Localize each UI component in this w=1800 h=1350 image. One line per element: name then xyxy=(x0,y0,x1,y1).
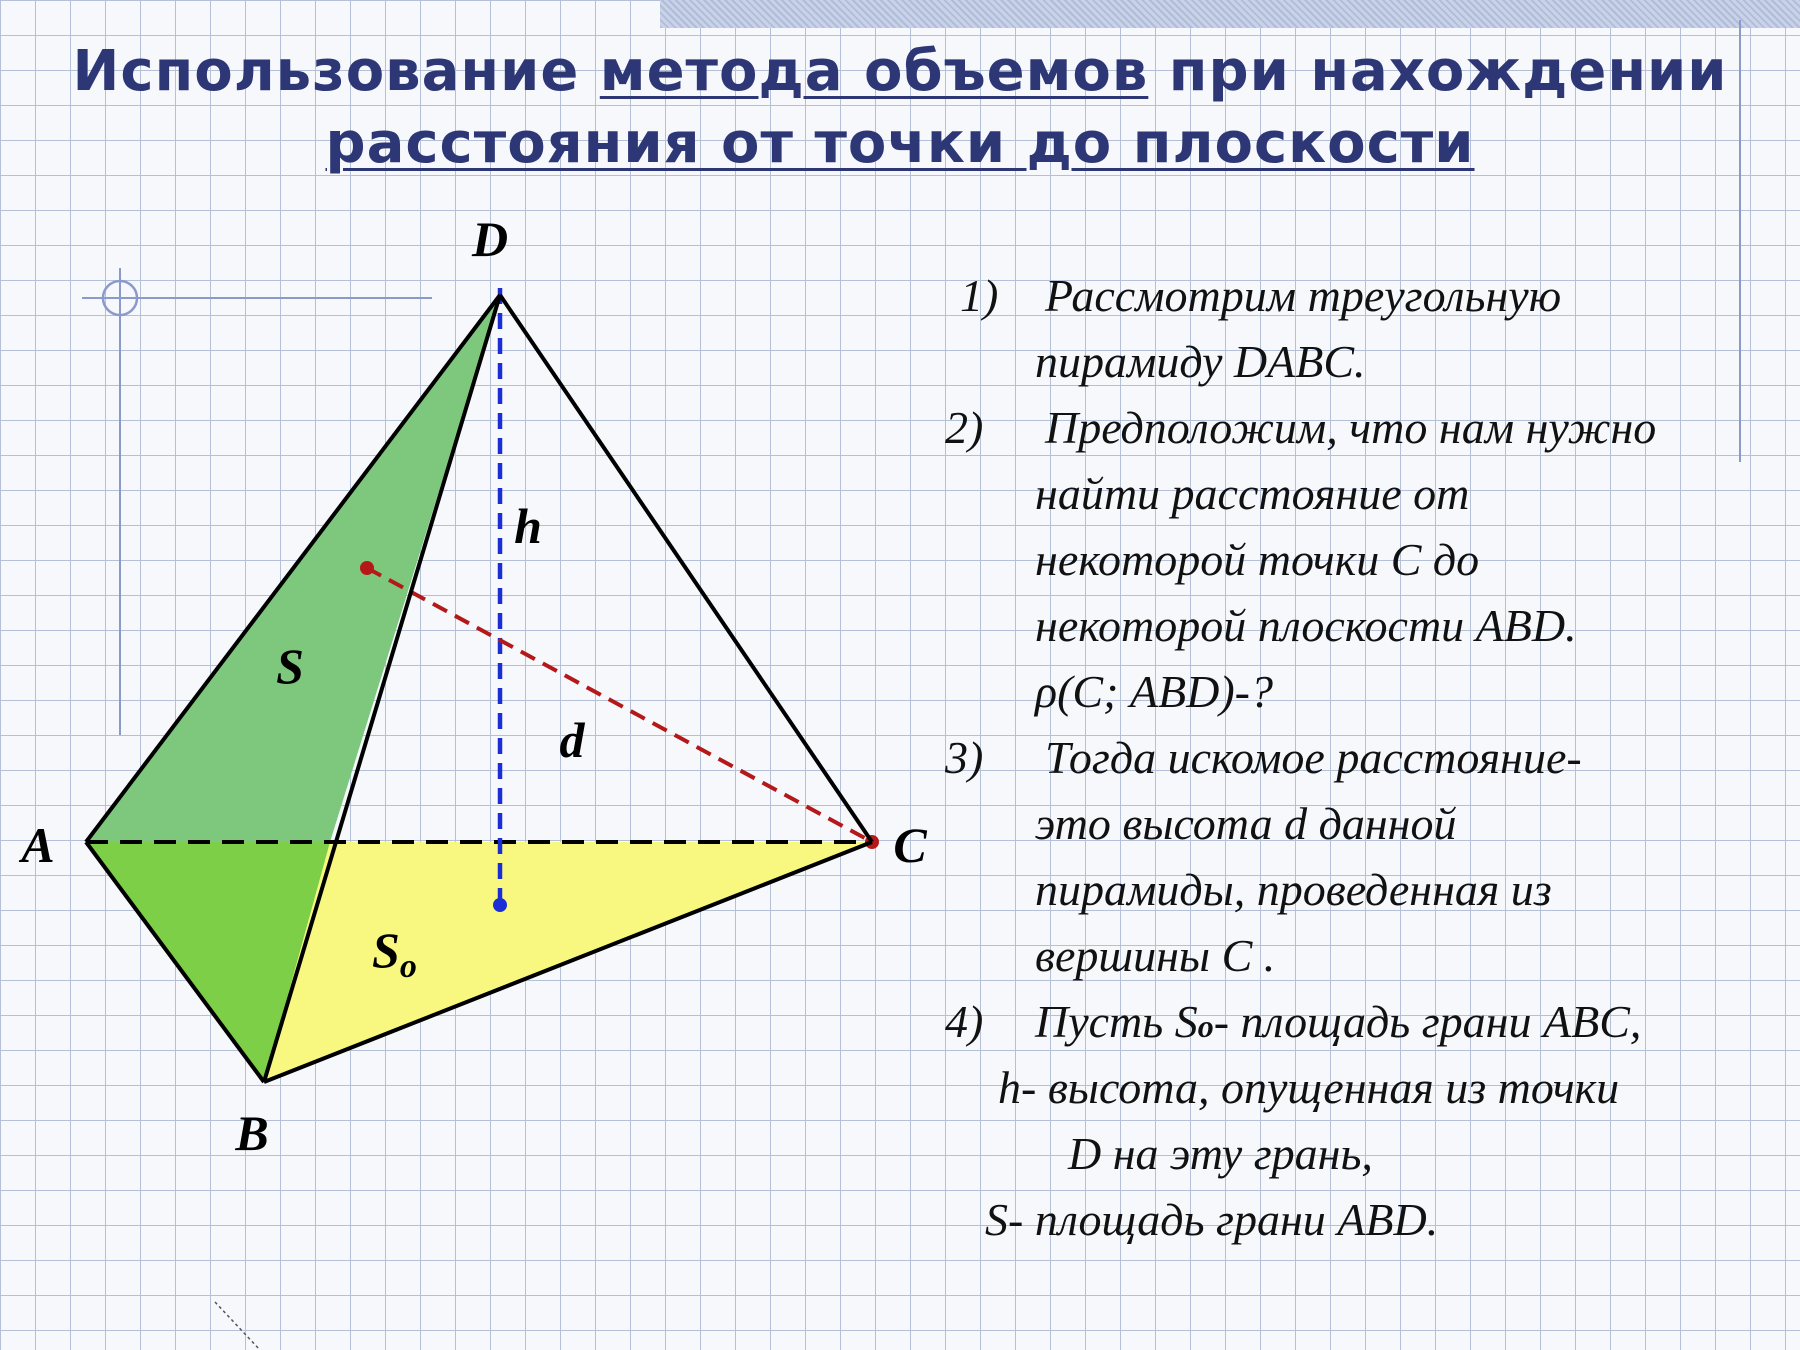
step-3-text-b: это высота d данной xyxy=(1035,798,1457,849)
step-2-text-e: ρ(С; ABD)-? xyxy=(1035,666,1273,717)
title-link-distance[interactable]: расстояния от точки до плоскости xyxy=(325,111,1475,176)
step-1-number: 1) xyxy=(960,270,999,321)
step-1-line-1 xyxy=(960,263,998,329)
step-4-text-a-post: - площадь грани ABC, xyxy=(1213,996,1642,1047)
step-3-text-a: Тогда искомое расстояние- xyxy=(1045,732,1582,783)
distance-line-d xyxy=(367,568,872,842)
step-2-text-c: некоторой точки С до xyxy=(1035,534,1480,585)
step-1-text-b: пирамиду DABC. xyxy=(1035,336,1366,387)
height-foot-point xyxy=(493,898,507,912)
title-line1-prefix: Использование xyxy=(72,39,600,104)
step-2-text-a: Предположим, что нам нужно xyxy=(1045,402,1657,453)
step-3-number: 3) xyxy=(945,732,984,783)
step-4-text-c: D на эту грань, xyxy=(1068,1128,1373,1179)
label-h: h xyxy=(514,498,542,554)
edge-dc xyxy=(500,295,872,842)
step-4-text-a xyxy=(1035,989,1641,1059)
label-s: S xyxy=(276,638,304,694)
distance-foot-point xyxy=(360,561,374,575)
vertex-label-d: D xyxy=(471,211,509,267)
step-2-text-b: найти расстояние от xyxy=(1035,468,1470,519)
step-1-text-a: Рассмотрим треугольную xyxy=(1045,270,1562,321)
vertex-label-b: B xyxy=(235,1105,269,1161)
label-d: d xyxy=(559,712,585,768)
label-s0-sub: o xyxy=(399,948,417,985)
title-link-volume-method[interactable]: метода объемов xyxy=(599,39,1149,104)
step-2-text-d: некоторой плоскости ABD. xyxy=(1035,600,1577,651)
label-s0-main: S xyxy=(372,922,400,978)
step-4-number: 4) xyxy=(945,996,984,1047)
decor-bottom-dashed xyxy=(215,1302,260,1350)
step-3-text-c: пирамиды, проведенная из xyxy=(1035,864,1552,915)
vertex-label-a: A xyxy=(21,817,55,873)
vertex-label-c: C xyxy=(893,817,927,873)
title-line1-suffix: при нахождении xyxy=(1148,39,1728,104)
step-4-text-d: S- площадь грани ABD. xyxy=(985,1194,1439,1245)
step-4-text-a-pre: Пусть S xyxy=(1035,996,1198,1047)
step-4-text-a-sub: o xyxy=(1197,1008,1214,1044)
step-4-text-b: h- высота, опущенная из точки xyxy=(998,1062,1620,1113)
step-3-text-d: вершины С . xyxy=(1035,930,1276,981)
step-2-number: 2) xyxy=(945,402,984,453)
